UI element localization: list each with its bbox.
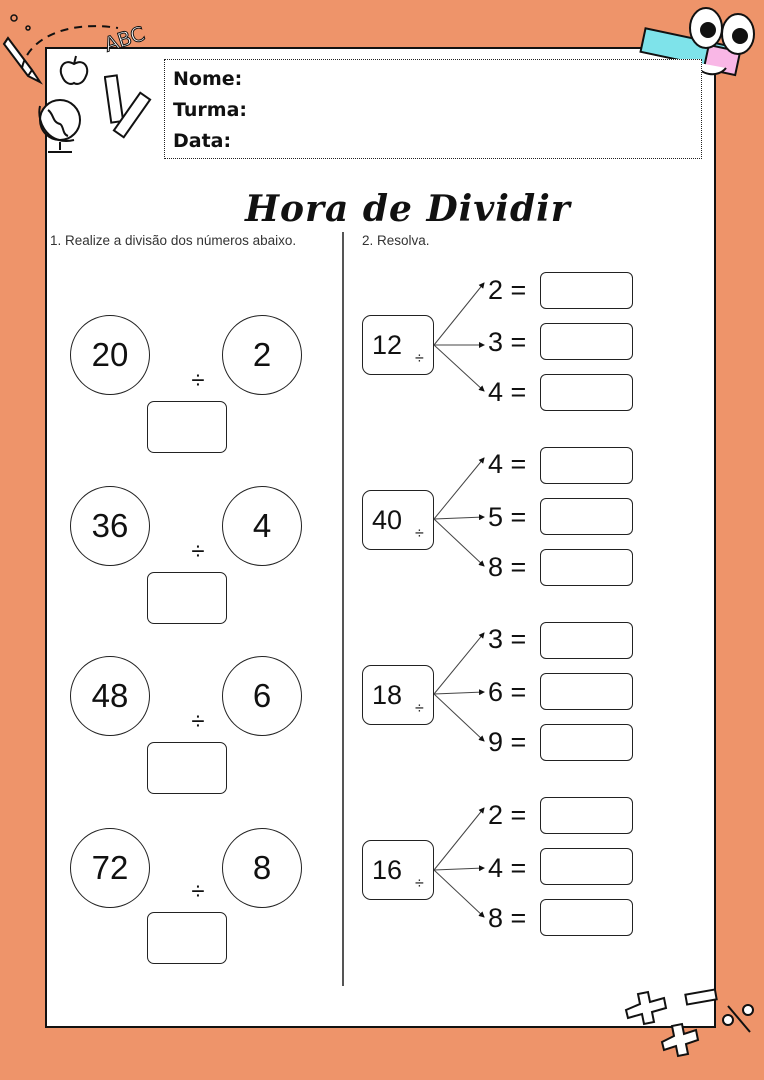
division-symbol: ÷ [191, 367, 205, 394]
result-box[interactable] [540, 622, 633, 659]
result-box[interactable] [540, 797, 633, 834]
result-box[interactable] [540, 272, 633, 309]
divisor-circle: 4 [222, 486, 302, 566]
branch-label: 8 = [488, 903, 527, 933]
arrow-line [434, 517, 484, 519]
result-box[interactable] [540, 498, 633, 535]
tree-start-box [362, 490, 434, 550]
arrow-line [434, 633, 484, 694]
arrow-line [434, 283, 484, 345]
arrow-line [434, 692, 484, 694]
dividend-circle: 36 [70, 486, 150, 566]
result-box[interactable] [540, 323, 633, 360]
section1-instruction: 1. Realize a divisão dos números abaixo. [50, 233, 297, 248]
division-symbol: ÷ [191, 878, 205, 905]
result-box[interactable] [540, 447, 633, 484]
branch-label: 8 = [488, 552, 527, 582]
dividend-circle: 48 [70, 656, 150, 736]
branch-label: 4 = [488, 853, 527, 883]
arrow-line [434, 870, 484, 917]
dividend-circle: 20 [70, 315, 150, 395]
division-symbol: ÷ [415, 350, 424, 367]
result-box[interactable] [540, 549, 633, 586]
division-symbol: ÷ [415, 875, 424, 892]
branch-label: 2 = [488, 800, 527, 830]
tree-number: 16 [372, 855, 403, 885]
result-box[interactable] [540, 848, 633, 885]
result-box[interactable] [540, 374, 633, 411]
result-box[interactable] [540, 724, 633, 761]
tree-start-box [362, 665, 434, 725]
tree-number: 18 [372, 680, 403, 710]
result-box[interactable] [540, 899, 633, 936]
branch-label: 9 = [488, 727, 527, 757]
division-symbol: ÷ [415, 700, 424, 717]
divisor-circle: 8 [222, 828, 302, 908]
branch-label: 5 = [488, 502, 527, 532]
dividend-circle: 72 [70, 828, 150, 908]
arrow-line [434, 868, 484, 870]
tree-start-box [362, 315, 434, 375]
result-box[interactable] [540, 673, 633, 710]
tree-start-box [362, 840, 434, 900]
branch-label: 6 = [488, 677, 527, 707]
page-title: Hora de Dividir [245, 188, 571, 230]
division-symbol: ÷ [191, 538, 205, 565]
division-symbol: ÷ [415, 525, 424, 542]
branch-label: 4 = [488, 377, 527, 407]
divisor-circle: 6 [222, 656, 302, 736]
name-label[interactable]: Nome: [173, 68, 243, 90]
class-label[interactable]: Turma: [173, 99, 247, 121]
section2-instruction: 2. Resolva. [362, 233, 430, 248]
arrow-line [434, 694, 484, 741]
divisor-circle: 2 [222, 315, 302, 395]
tree-number: 12 [372, 330, 403, 360]
division-symbol: ÷ [191, 708, 205, 735]
branch-label: 3 = [488, 327, 527, 357]
branch-label: 4 = [488, 449, 527, 479]
arrow-line [434, 808, 484, 870]
branch-label: 3 = [488, 624, 527, 654]
arrow-line [434, 345, 484, 391]
abc-doodle-text: ABC [101, 21, 148, 57]
arrow-line [434, 458, 484, 519]
arrow-line [434, 519, 484, 566]
date-label[interactable]: Data: [173, 130, 232, 152]
tree-number: 40 [372, 505, 403, 535]
branch-label: 2 = [488, 275, 527, 305]
